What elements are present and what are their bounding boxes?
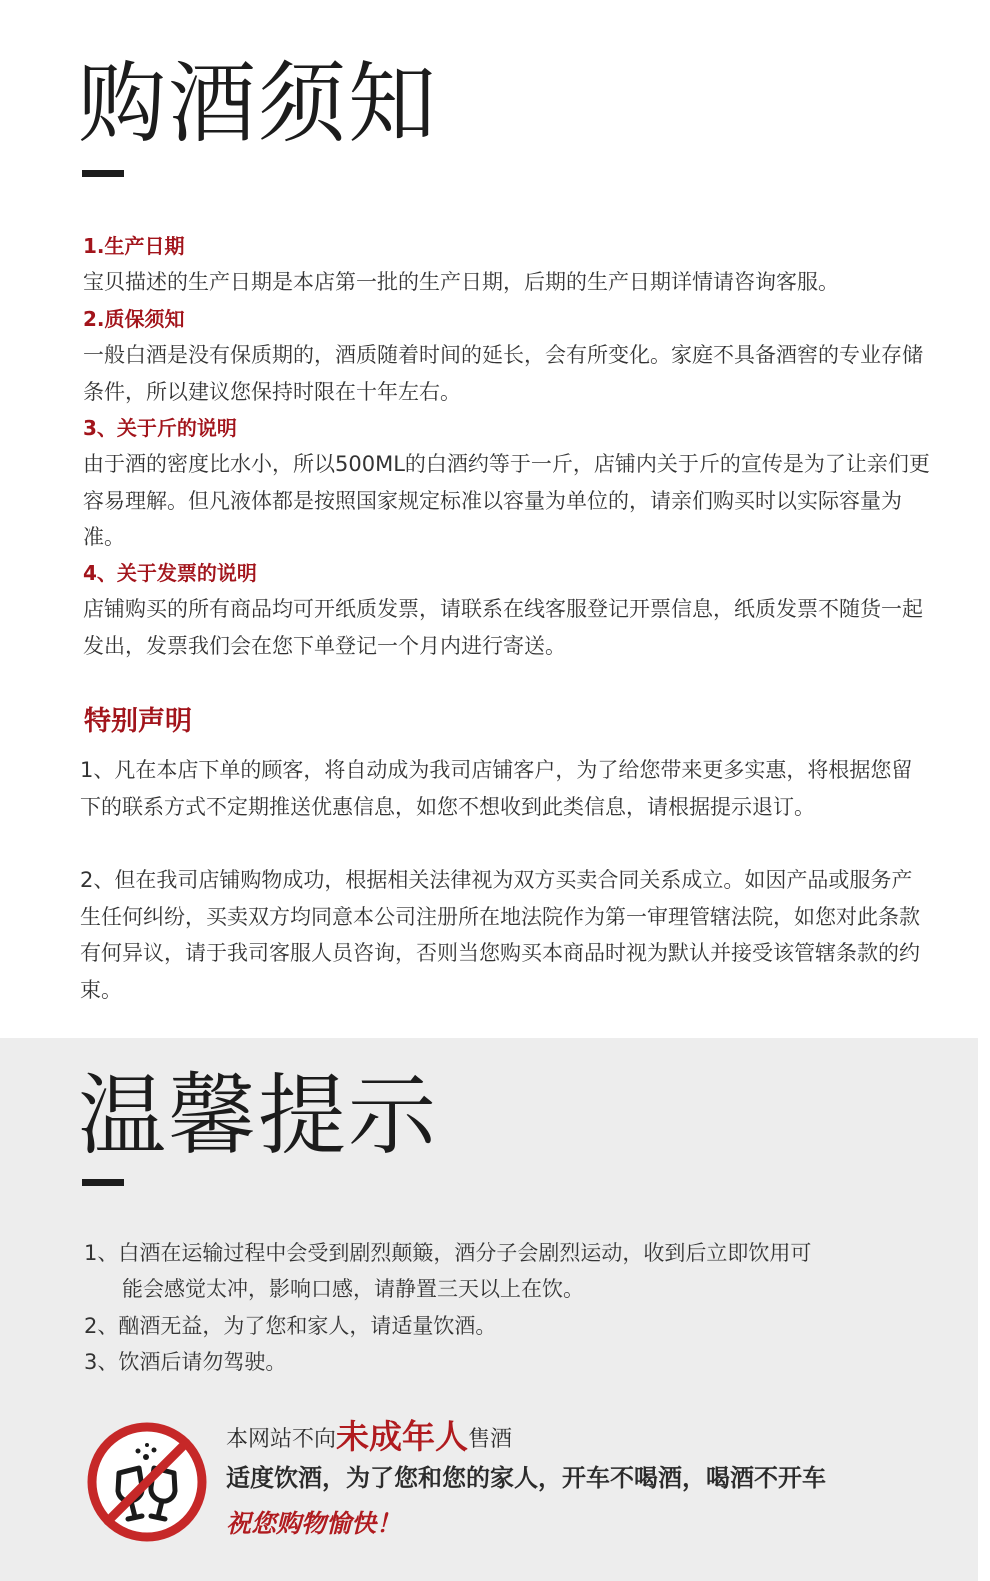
special-statement-title: 特别声明	[84, 706, 192, 737]
title-underline	[82, 1179, 124, 1186]
moderate-drinking-notice: 适度饮酒，为了您和您的家人，开车不喝酒，喝酒不开车	[226, 1464, 826, 1492]
section-text-warranty: 一般白酒是没有保质期的，酒质随着时间的延长，会有所变化。家庭不具备酒窖的专业存储条件，所以建议您保持时限在十年左右。	[83, 343, 923, 404]
section-title-warranty: 2.质保须知	[83, 307, 185, 331]
purchase-notice-title: 购酒须知	[78, 52, 439, 155]
no-drinking-icon	[86, 1421, 208, 1543]
warm-tips-title: 温馨提示	[78, 1064, 439, 1167]
tip-item: 3、饮酒后请勿驾驶。	[84, 1350, 287, 1374]
title-underline	[82, 170, 124, 177]
section-text-jin: 由于酒的密度比水小，所以500ML的白酒约等于一斤，店铺内关于斤的宣传是为了让亲们更容易理解。但凡液体都是按照国家规定标准以容量为单位的，请亲们购买时以实际容量为准。	[83, 452, 930, 549]
special-statement-item: 2、但在我司店铺购物成功，根据相关法律视为双方买卖合同关系成立。如因产品或服务产生任何纠纷，买卖双方均同意本公司注册所在地法院作为第一审理管辖法院，如您对此条款有何异议，请于我司客服人员咨询，否则当您购买本商品时视为默认并接受该管辖条款的约束。	[80, 868, 920, 1002]
tip-item-continuation: 能会感觉太冲，影响口感，请静置三天以上在饮。	[122, 1277, 584, 1301]
section-text-invoice: 店铺购买的所有商品均可开纸质发票，请联系在线客服登记开票信息，纸质发票不随货一起发出，发票我们会在您下单登记一个月内进行寄送。	[83, 597, 923, 658]
notice-highlight: 未成年人	[336, 1417, 469, 1456]
section-title-invoice: 4、关于发票的说明	[83, 561, 257, 585]
special-statement-item: 1、凡在本店下单的顾客，将自动成为我司店铺客户，为了给您带来更多实惠，将根据您留下的联系方式不定期推送优惠信息，如您不想收到此类信息，请根据提示退订。	[80, 758, 913, 819]
happy-shopping-text: 祝您购物愉快！	[226, 1509, 402, 1538]
notice-prefix: 本网站不向	[226, 1427, 337, 1452]
section-title-production-date: 1.生产日期	[83, 234, 185, 258]
section-title-jin: 3、关于斤的说明	[83, 416, 237, 440]
notice-suffix: 售酒	[468, 1427, 513, 1452]
tip-item: 2、酗酒无益，为了您和家人，请适量饮酒。	[84, 1314, 497, 1338]
tip-item: 1、白酒在运输过程中会受到剧烈颠簸，酒分子会剧烈运动，收到后立即饮用可	[84, 1241, 812, 1265]
section-text-production-date: 宝贝描述的生产日期是本店第一批的生产日期，后期的生产日期详情请咨询客服。	[83, 270, 839, 294]
